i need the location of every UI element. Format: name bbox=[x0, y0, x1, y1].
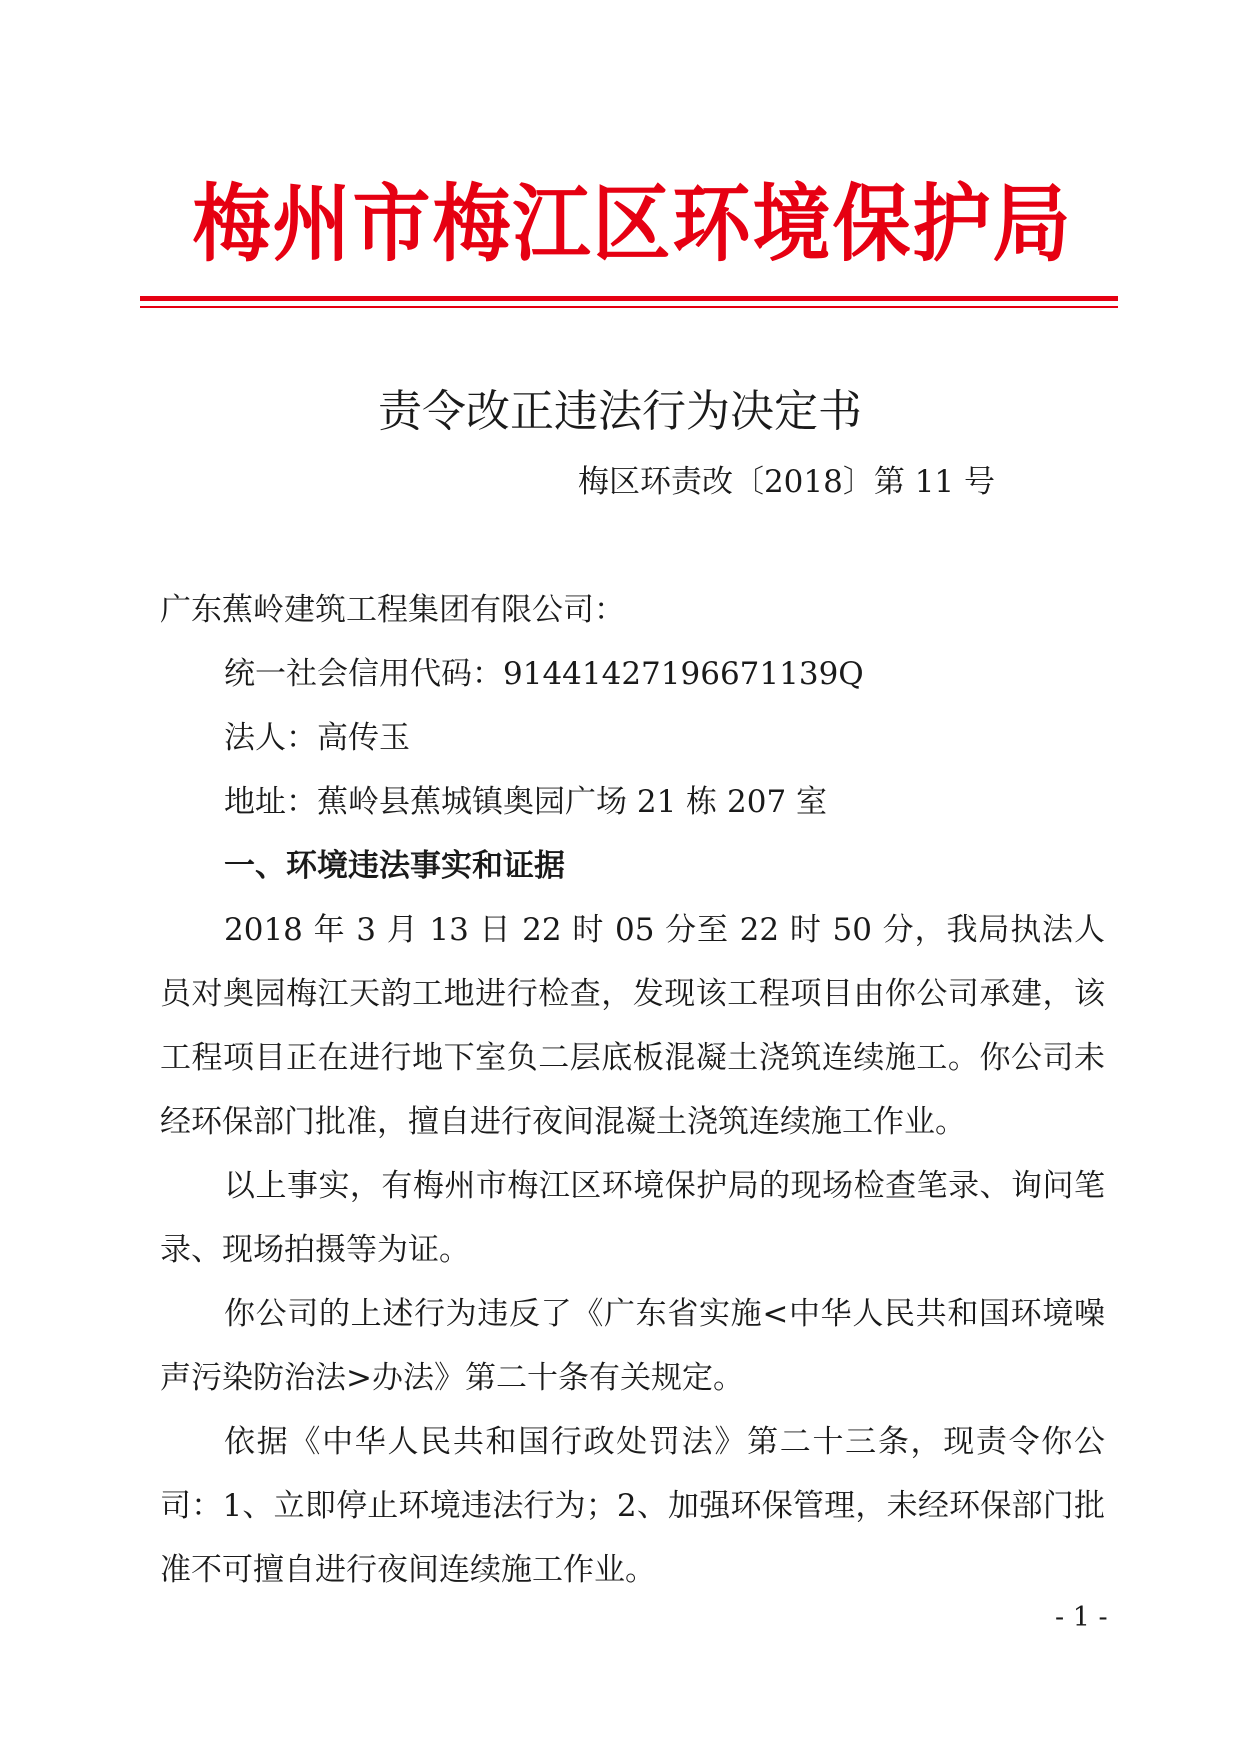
section-heading: 一、环境违法事实和证据 bbox=[224, 848, 565, 884]
letterhead-red-rule-thin bbox=[140, 306, 1118, 308]
credit-code: 统一社会信用代码：91441427196671139Q bbox=[224, 656, 864, 692]
address: 地址：蕉岭县蕉城镇奥园广场 21 栋 207 室 bbox=[224, 784, 828, 820]
letterhead-red-rule-thick bbox=[140, 296, 1118, 301]
recipient-name: 广东蕉岭建筑工程集团有限公司： bbox=[160, 592, 625, 628]
paragraph-facts: 2018 年 3 月 13 日 22 时 05 分至 22 时 50 分，我局执法人员对奥园梅江天韵工地进行检查，发现该工程项目由你公司承建，该工程项目正在进行地下室负二层底板混凝土浇筑连续施工。你公司未经环保部门批准，擅自进行夜间混凝土浇筑连续施工作业。 bbox=[160, 912, 1105, 1140]
paragraph-evidence: 以上事实，有梅州市梅江区环境保护局的现场检查笔录、询问笔录、现场拍摄等为证。 bbox=[160, 1168, 1105, 1268]
paragraph-violation: 你公司的上述行为违反了《广东省实施<中华人民共和国环境噪声污染防治法>办法》第二十条有关规定。 bbox=[160, 1296, 1105, 1396]
document-title: 责令改正违法行为决定书 bbox=[378, 386, 862, 437]
paragraph-order: 依据《中华人民共和国行政处罚法》第二十三条，现责令你公司：1、立即停止环境违法行为；2、加强环保管理，未经环保部门批准不可擅自进行夜间连续施工作业。 bbox=[160, 1424, 1105, 1588]
letterhead-org-name: 梅州市梅江区环境保护局 bbox=[192, 176, 1073, 274]
legal-person: 法人：高传玉 bbox=[224, 720, 410, 756]
document-number: 梅区环责改〔2018〕第 11 号 bbox=[577, 464, 995, 500]
document-body bbox=[160, 578, 1105, 1602]
page-number: - 1 - bbox=[1055, 1602, 1108, 1633]
